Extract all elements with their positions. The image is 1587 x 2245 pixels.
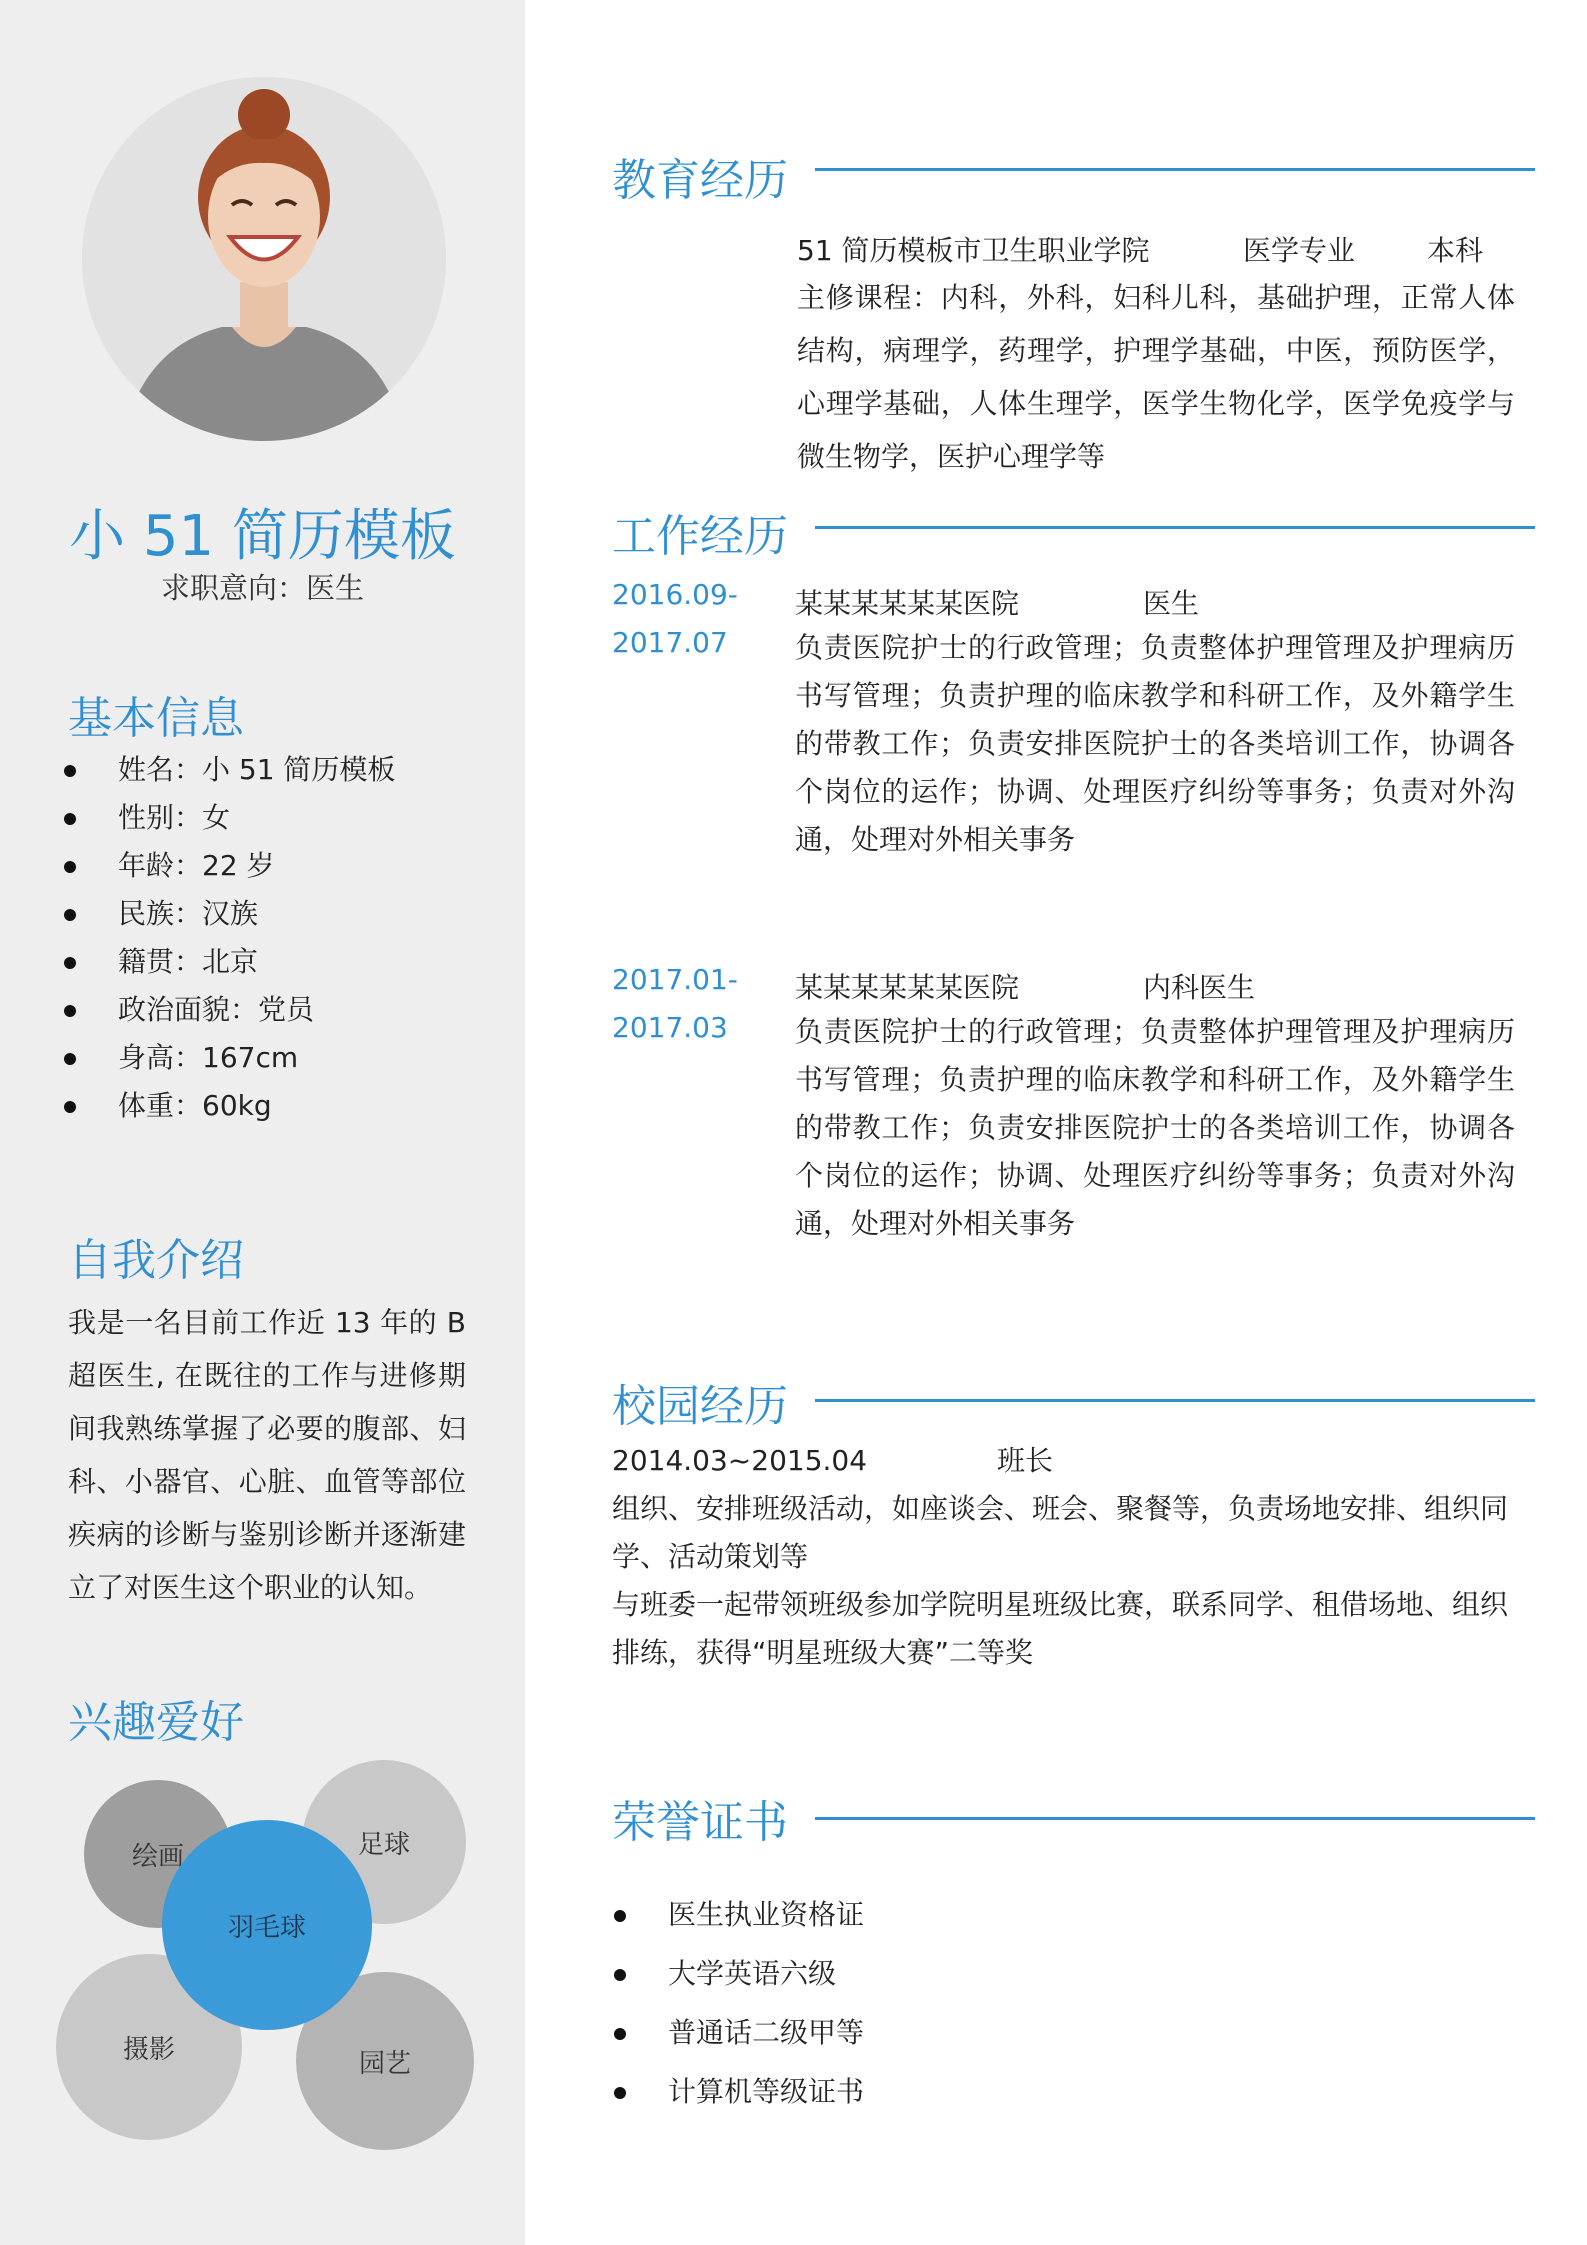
certificates-title: 荣誉证书 bbox=[612, 1797, 788, 1848]
job-intent-value: 医生 bbox=[306, 571, 365, 605]
hobby-photography: 摄影 bbox=[56, 1954, 242, 2140]
self-intro-title: 自我介绍 bbox=[68, 1235, 244, 1286]
education-degree: 本科 bbox=[1427, 234, 1484, 267]
certificate-item: 普通话二级甲等 bbox=[612, 2011, 864, 2070]
hobby-gardening: 园艺 bbox=[296, 1972, 474, 2150]
basic-info-height: 身高：167cm bbox=[62, 1038, 395, 1086]
certificate-item: 医生执业资格证 bbox=[612, 1893, 864, 1952]
job-1-date-end: 2017.07 bbox=[612, 626, 728, 659]
job-1-date-start: 2016.09- bbox=[612, 578, 738, 611]
campus-activity-2: 与班委一起带领班级参加学院明星班级比赛，联系同学、租借场地、组织排练，获得“明星班级大赛”二等奖 bbox=[612, 1588, 1509, 1669]
hobbies-bubbles bbox=[40, 1746, 480, 2156]
campus-divider bbox=[815, 1399, 1535, 1402]
work-divider bbox=[815, 526, 1535, 529]
job-2-company: 某某某某某某医院 bbox=[795, 971, 1020, 1004]
sidebar bbox=[0, 0, 525, 2245]
basic-info-weight: 体重：60kg bbox=[62, 1086, 395, 1134]
avatar bbox=[82, 77, 446, 441]
certificates-divider bbox=[815, 1817, 1535, 1820]
certificates-list bbox=[612, 1893, 864, 2129]
job-2-description: 负责医院护士的行政管理；负责整体护理管理及护理病历书写管理；负责护理的临床教学和科研工作，及外籍学生的带教工作；负责安排医院护士的各类培训工作，协调各个岗位的运作；协调、处理医疗纠纷等事务；负责对外沟通，处理对外相关事务 bbox=[795, 1015, 1515, 1240]
avatar-photo bbox=[82, 77, 446, 441]
education-major: 医学专业 bbox=[1243, 234, 1356, 267]
job-2-head bbox=[795, 966, 1256, 1006]
hobby-badminton: 羽毛球 bbox=[162, 1820, 372, 2030]
basic-info-hometown: 籍贯：北京 bbox=[62, 942, 395, 990]
campus-activity-1: 组织、安排班级活动，如座谈会、班会、聚餐等，负责场地安排、组织同学、活动策划等 bbox=[612, 1492, 1509, 1573]
hobby-football: 足球 bbox=[302, 1760, 466, 1924]
education-divider bbox=[815, 168, 1535, 171]
job-1-description: 负责医院护士的行政管理；负责整体护理管理及护理病历书写管理；负责护理的临床教学和科研工作，及外籍学生的带教工作；负责安排医院护士的各类培训工作，协调各个岗位的运作；协调、处理医疗纠纷等事务；负责对外沟通，处理对外相关事务 bbox=[795, 631, 1515, 856]
hobby-painting: 绘画 bbox=[84, 1780, 232, 1928]
hobbies-title: 兴趣爱好 bbox=[68, 1697, 244, 1748]
job-2-date-start: 2017.01- bbox=[612, 963, 738, 996]
job-intent bbox=[0, 566, 525, 607]
education-school-line bbox=[797, 229, 1484, 269]
certificate-item: 大学英语六级 bbox=[612, 1952, 864, 2011]
job-1-head bbox=[795, 582, 1200, 622]
certificate-item: 计算机等级证书 bbox=[612, 2070, 864, 2129]
job-intent-label: 求职意向： bbox=[160, 571, 306, 605]
basic-info-name: 姓名：小 51 简历模板 bbox=[62, 750, 395, 798]
basic-info-title: 基本信息 bbox=[68, 693, 244, 744]
basic-info-ethnicity: 民族：汉族 bbox=[62, 894, 395, 942]
education-title: 教育经历 bbox=[612, 155, 788, 206]
work-title: 工作经历 bbox=[612, 511, 788, 562]
self-intro-text: 我是一名目前工作近 13 年的 B 超医生, 在既往的工作与进修期间我熟练掌握了必要的腹部、妇科、小器官、心脏、血管等部位疾病的诊断与鉴别诊断并逐渐建立了对医生这个职业的认知。 bbox=[68, 1306, 466, 1604]
campus-head bbox=[612, 1437, 1532, 1485]
job-2-position: 内科医生 bbox=[1143, 971, 1256, 1004]
job-2-date-end: 2017.03 bbox=[612, 1011, 728, 1044]
education-school: 51 简历模板市卫生职业学院 bbox=[797, 234, 1150, 267]
campus-title: 校园经历 bbox=[612, 1381, 788, 1432]
basic-info-age: 年龄：22 岁 bbox=[62, 846, 395, 894]
basic-info-list bbox=[62, 750, 395, 1134]
campus-period: 2014.03~2015.04 bbox=[612, 1444, 868, 1477]
main-content bbox=[525, 0, 1587, 2245]
basic-info-gender: 性别：女 bbox=[62, 798, 395, 846]
education-courses: 主修课程：内科，外科，妇科儿科，基础护理，正常人体结构，病理学，药理学，护理学基础，中医，预防医学，心理学基础，人体生理学，医学生物化学，医学免疫学与微生物学，医护心理学等 bbox=[797, 281, 1515, 473]
basic-info-political: 政治面貌：党员 bbox=[62, 990, 395, 1038]
candidate-name: 小 51 简历模板 bbox=[69, 504, 456, 569]
job-1-position: 医生 bbox=[1143, 587, 1200, 620]
campus-role: 班长 bbox=[997, 1444, 1054, 1477]
job-1-company: 某某某某某某医院 bbox=[795, 587, 1020, 620]
